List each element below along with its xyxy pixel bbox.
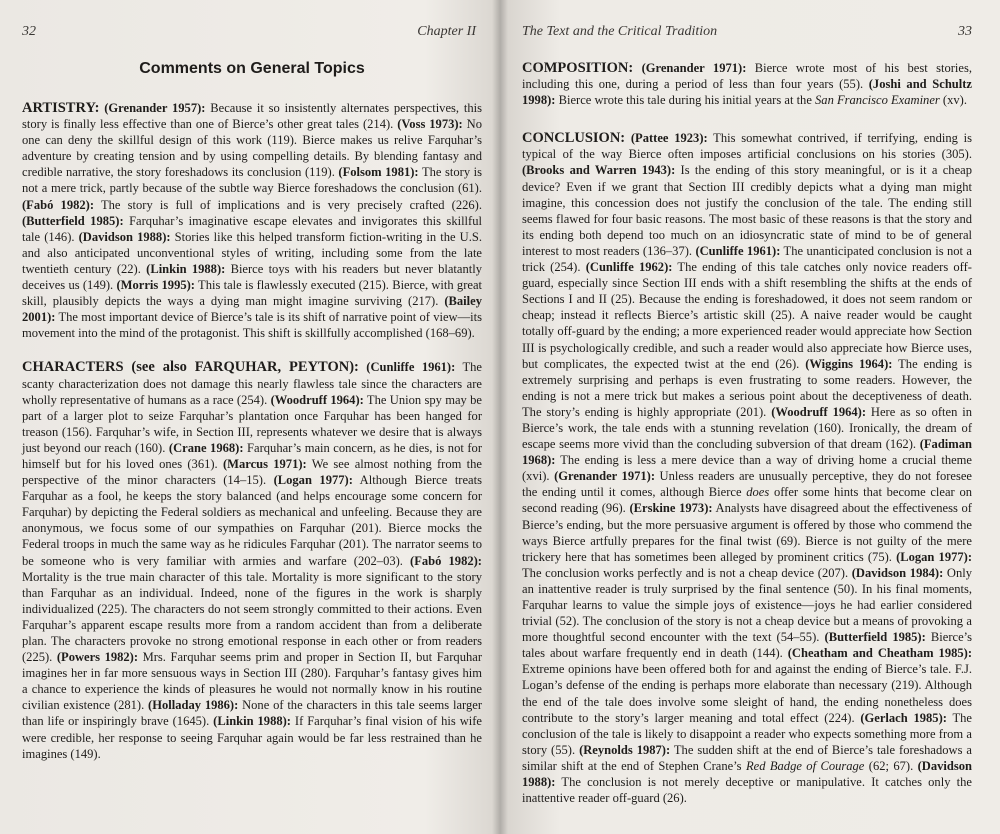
citation: (Erskine 1973): [629,501,713,516]
left-running-head [22,24,482,40]
citation: (Cunliffe 1961): [695,243,781,258]
citation: (Linkin 1988): [213,714,291,729]
citation: (Fabó 1982): [22,197,94,212]
entry-characters [22,359,482,761]
citation: (Cunliffe 1961): [366,360,456,375]
citation: (Bailey 2001): [22,294,482,325]
entry-body: (Pattee 1923): This somewhat contrived, if terrifying, ending is typical of the way Bierce often imposes artificial conclusions on his stories (305). (Brooks and Warren 1943): Is the ending of this story meaningful, or is it a cheap device? Even if we grant that Section III credibly depicts what a dying man might imagine, this concession does not justify the conclusion of the tale. The ending still seems flawed for four basic reasons. The most basic of these reasons is that the story and its ending both depend too much on an idiosyncratic state of mind to be of general interest to most readers (136–37). (Cunliffe 1961): The unanticipated conclusion is not a trick (254). (Cunliffe 1962): The ending of this tale catches only novice readers off-guard, especially since Section III ends with a shift resembling the shifts at the ends of Sections I and II (25). Because the ending is foreshadowed, it does not seem random or cheap; instead it reflects Bierce’s artistic skill (25). A naive reader would be caught totally off-guard by the ending; a more experienced reader would appreciate how Section III is psychologically credible, and such a reader would also appreciate how Bierce uses, but complicates, the expected twist at the end (26). (Wiggins 1964): The ending is extremely surprising and perhaps is even frustrating to some readers. However, the ending is not a mere trick but makes a serious point about the deceptiveness of death. The story’s ending is highly appropriate (201). (Woodruff 1964): Here as so often in Bierce’s work, the tale ends with a stunning revelation (160). Ironically, the dream of escape seems more vivid than the concluding subversion of that dream (162). (Fadiman 1968): The ending is less a mere device than a way of driving home a crucial theme (xvi). (Grenander 1971): Unless readers are unusually perceptive, they do not foresee the ending until it comes, although Bierce does offer some hints that become clear on second reading (96). (Erskine 1973): Analysts have disagreed about the effectiveness of Bierce’s ending, but the more persuasive argument is offered by those who commend the ways Bierce artfully prepares for the final twist (69). Bierce is not guilty of the mere trickery here that has sometimes been alleged by prominent critics (75). (Logan 1977): The conclusion works perfectly and is not a cheap device (207). (Davidson 1984): Only an inattentive reader is truly surprised by the final sentence (50). In his final moments, Farquhar learns to value the simple joys of existence—joys he had earlier considered trivial (52). The conclusion of the story is not a cheap device but a means of provoking a more thoughtful second encounter with the text (54–55). (Butterfield 1985): Bierce’s tales about warfare frequently end in death (144). (Cheatham and Cheatham 1985): Extreme opinions have been offered both for and against the ending of Bierce’s tale. F.J. Logan’s defense of the ending is perhaps more elaborate than necessary (219). Although the end of the tale does involve some sleight of hand, the ending nonetheless does contribute to the story’s larger meaning and total effect (224). (Gerlach 1985): The conclusion of the tale is likely to disappoint a reader who expects something more from a story (55). (Reynolds 1987): The sudden shift at the end of Bierce’s tale foreshadows a similar shift at the end of Stephen Crane’s Red Badge of Courage (62; 67). (Davidson 1988): The conclusion is not merely deceptive or manipulative. It catches only the inattentive reader off-guard (26). [522,131,973,806]
citation: (Woodruff 1964): [270,392,364,407]
citation: (Logan 1977): [896,549,972,564]
citation: (Linkin 1988): [146,261,226,276]
topic-heading: CONCLUSION: [522,130,626,147]
topic-heading: CHARACTERS (see also FARQUHAR, PEYTON): [22,359,359,376]
citation: (Holladay 1986): [148,698,239,713]
right-running-head-title: The Text and the Critical Tradition [522,24,718,39]
italic-title: San Francisco Examiner [815,93,940,108]
citation: (Pattee 1923): [630,131,708,146]
citation: (Davidson 1988): [522,758,973,790]
citation: (Grenander 1971): [641,61,747,75]
entry-artistry [22,100,482,341]
citation: (Fadiman 1968): [522,437,972,468]
right-page [500,0,1000,834]
italic-title: Red Badge of Courage [745,758,865,773]
left-running-head-title: Chapter II [417,24,476,39]
citation: (Gerlach 1985): [860,710,947,725]
citation: (Powers 1982): [56,650,139,665]
citation: (Reynolds 1987): [579,742,671,757]
citation: (Davidson 1988): [78,229,171,244]
citation: (Cheatham and Cheatham 1985): [787,646,973,661]
topic-heading: ARTISTRY: [22,100,100,116]
citation: (Grenander 1971): [554,469,656,484]
entry-body: (Cunliffe 1961): The scanty characterization does not damage this nearly flawless tale since the characters are wholly representative of humans as a race (254). (Woodruff 1964): The Union spy may be part of a larger plot to seize Farquhar’s plantation once Farquhar has been hanged for treason (156). Farquhar’s wife, in Section III, represents whatever we desire that is always just beyond our reach (160). (Crane 1968): Farquhar’s main concern, as he dies, is not for himself but for his loved ones (361). (Marcus 1971): We see almost nothing from the perspective of the minor characters (14–15). (Logan 1977): Although Bierce treats Farquhar as a fool, he keeps the story balanced (and helps encourage some concern for Farquhar) by depicting the Federal soldiers as mechanical and unfeeling. Because they are anonymous, we focus some of our sympathies on Farquhar (201). Bierce mocks the Federal troops in much the same way as he ridicules Farquhar (201). The narrator seems to be someone who is very familiar with armies and warfare (202–03). (Fabó 1982): Mortality is the true main character of this tale. Mortality is more significant to the story than Farquhar as an individual. Indeed, none of the figures in the work is sharply individualized (225). The characters do not seem strongly committed to their actions. Even Farquhar’s apparent escape results more from a random accident than from a deliberate plan. The characters provoke no strong emotional response in each other or from readers (225). (Powers 1982): Mrs. Farquhar seems prim and proper in Section II, but Farquhar imagines her in far more sensuous ways in Section III (280). Farquhar’s fantasy gives him a chance to experience the kinds of pleasures he would not normally know in his routine civilian existence (281). (Holladay 1986): None of the characters in this tale seems larger than life or inspiringly brave (1645). (Linkin 1988): If Farquhar’s final vision of his wife were credible, her response to seeing Farquhar again would be far less restrained than he imagines (149). [22,360,483,761]
citation: (Wiggins 1964): [805,356,893,371]
citation: (Folsom 1981): [338,165,419,180]
italic-title: does [746,485,770,500]
citation: (Marcus 1971): [222,456,307,471]
citation: (Grenander 1957): [104,101,206,115]
citation: (Crane 1968): [168,440,244,455]
citation: (Joshi and Schultz 1998): [522,77,973,108]
citation: (Voss 1973): [397,117,463,132]
citation: (Davidson 1984): [851,565,944,580]
citation: (Woodruff 1964): [771,404,867,419]
citation: (Morris 1995): [116,278,195,293]
citation: (Logan 1977): [273,473,353,488]
left-page-number: 32 [22,24,36,39]
topic-heading: COMPOSITION: [522,60,634,76]
citation: (Butterfield 1985): [824,630,926,645]
entry-composition [522,60,972,108]
entry-body: (Grenander 1957): Because it so insistently alternates perspectives, this story is finally less effective than one of Bierce’s other great tales (214). (Voss 1973): No one can deny the skillful design of this work (119). Bierce makes us relive Farquhar’s adventure by creating tension and by using compelling details. By blending fantasy and credible narrative, the story foreshadows its conclusion (119). (Folsom 1981): The story is not a mere trick, partly because of the subtle way Bierce foreshadows the conclusion (61). (Fabó 1982): The story is full of implications and is very precisely crafted (226). (Butterfield 1985): Farquhar’s imaginative escape elevates and invigorates this skillful tale (146). (Davidson 1988): Stories like this helped transform fiction-writing in the U.S. and also anticipated unconventional styles of writing, including some from the late twentieth century (22). (Linkin 1988): Bierce toys with his readers but never blatantly deceives us (149). (Morris 1995): This tale is flawlessly executed (215). Bierce, with great skill, plausibly depicts the ways a dying man might imagine surviving (217). (Bailey 2001): The most important device of Bierce’s tale is its shift of narrative point of view—its movement into the mind of the protagonist. This shift is skillfully accomplished (168–69). [22,101,483,341]
right-running-head [522,24,972,40]
section-title: Comments on General Topics [139,60,365,77]
entry-conclusion [522,130,972,806]
right-page-number: 33 [958,24,972,39]
citation: (Brooks and Warren 1943): [522,163,676,178]
entry-body: (Grenander 1971): Bierce wrote most of his best stories, including this one, during a period of less than four years (55). (Joshi and Schultz 1998): Bierce wrote this tale during his initial years at the San Francisco Examiner (xv). [522,61,973,108]
citation: (Butterfield 1985): [22,213,124,228]
citation: (Cunliffe 1962): [585,260,673,275]
citation: (Fabó 1982): [410,553,482,568]
